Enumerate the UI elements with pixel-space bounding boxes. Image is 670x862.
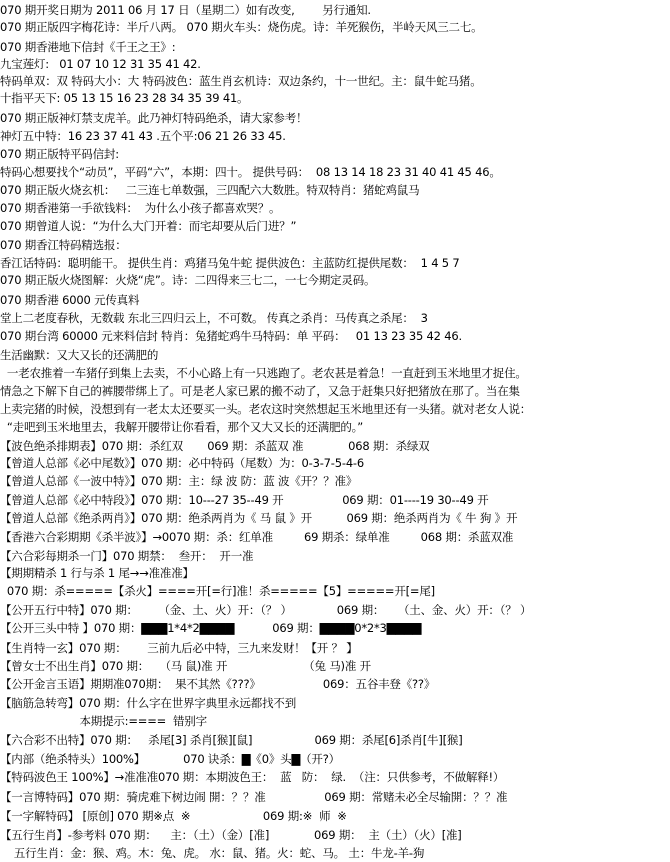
text-line: 生活幽默：又大又长的还满肥的	[0, 348, 159, 362]
text-line: 【特码波色王 100%】→准准准070 期：本期波色王： 蓝 防： 绿. （注：只供参考，不做解释!）	[0, 770, 505, 784]
text-line: 070 期正版神灯禁支虎羊。此乃神灯特码绝杀，请大家参考！	[0, 111, 308, 125]
text-line: 070 期开奖日期为 2011 06 月 17 日（星期二）如有改变, 另行通知.	[0, 3, 371, 17]
text-line: “走吧到玉米地里去，我解开腰带让你看看，那个又大又长的还满肥的。”	[0, 420, 363, 434]
text-line: 【曾道人总部《绝杀两肖》】070 期：绝杀两肖为《 马 鼠 》开 069 期：绝杀两肖为《 牛 狗 》开	[0, 511, 518, 525]
text-line: 五行生肖：金：猴、鸡。木：兔、虎。 水：鼠、猪。火：蛇、马。 土：牛龙-羊-狗	[0, 846, 425, 860]
text-line: 070 期台湾 60000 元来料信封 特肖：兔猪蛇鸡牛马特码：单 平码： 01 13 23 35 42 46.	[0, 329, 462, 343]
text-line: 九宝莲灯: 01 07 10 12 31 35 41 42.	[0, 57, 201, 71]
text-line: 特码心想要找个“动员”，平码“六”，本期：四十。 提供号码： 08 13 14 18 23 31 40 41 45 46。	[0, 165, 501, 179]
text-line: 【波色绝杀排期表】070 期：杀红双 069 期：杀蓝双 准 068 期：杀绿双	[0, 439, 430, 453]
text-line: 一老农推着一车猪仔到集上去卖，不小心路上有一只逃跑了。老农甚是着急！一直赶到玉米地里才捉住。	[0, 366, 527, 380]
text-line: 神灯五中特：16 23 37 41 43 .五个平:06 21 26 33 45.	[0, 129, 286, 143]
text-line: 【期期精杀 1 行与杀 1 尾→→准准准】	[0, 566, 194, 580]
text-line: 070 期香江特码精选报：	[0, 238, 127, 252]
text-line: 【曾道人总部《必中特段》】070 期：10---27 35--49 开 069 期：01----19 30--49 开	[0, 493, 489, 507]
text-line: 【一言博特码】070 期：骑虎难下树边闹 開：？？准 069 期：常赌未必全尽输開：？？准	[0, 790, 508, 804]
text-line: 【一字解特码】 [原创] 070 期※点 ※ 069 期:※ 师 ※	[0, 809, 347, 823]
text-line: 【内部（绝杀特头）100%】 070 诀杀：▇《0》头▇（开?）	[0, 752, 340, 766]
text-line: 070 期正版火烧图解：火烧“虎”。诗：二四得来三七二，一七今期定灵码。	[0, 273, 376, 287]
text-line: 【公开三头中特 】070 期：▇▇▇1*4*2▇▇▇▇ 069 期：▇▇▇▇0*2*3▇▇▇▇	[0, 621, 422, 635]
text-line: 香江话特码：聪明能干。 提供生肖：鸡猪马兔牛蛇 提供波色：主蓝防红提供尾数： 1 4 5 7	[0, 256, 460, 270]
text-line: 【公开五行中特】070 期： （金、土、火）开：（？ ） 069 期： （土、金、火）开：（？ ）	[0, 603, 532, 617]
text-line: 【香港六合彩期期《杀半波》】→0070 期：杀：红单准 69 期杀：绿单准 068 期：杀蓝双准	[0, 530, 514, 544]
text-line: 070 期正版特平码信封:	[0, 147, 119, 161]
text-line: 本期提示:==== 错别字	[0, 714, 207, 728]
text-line: 【生肖特一玄】070 期： 三前九后必中特，三九来发财！【开 ？ 】	[0, 641, 358, 655]
text-line: 【六合彩不出特】070 期： 杀尾[3] 杀肖[猴][鼠] 069 期：杀尾[6]杀肖[牛][猴]	[0, 733, 463, 747]
text-line: 情急之下解下自己的裤腰带绑上了。可是老人家已累的搬不动了，又急于赶集只好把猪放在那了。当在集	[0, 384, 520, 398]
text-line: 【曾道人总部《必中尾数》】070 期：必中特码（尾数）为：0-3-7-5-4-6	[0, 456, 365, 470]
text-line: 【五行生肖】-参考料 070 期： 主：（土）（金）[准] 069 期： 主（土）（火）[准]	[0, 828, 462, 842]
text-line: 【曾女士不出生肖】070 期： （马 鼠)准 开 （兔 马)准 开	[0, 659, 371, 673]
text-line: 特码单双：双 特码大小：大 特码波色：蓝生肖玄机诗：双边条约，十一世纪。主：鼠牛蛇马猪。	[0, 74, 482, 88]
text-line: 070 期正版四字梅花诗：半斤八两。 070 期火车头：烧伤虎。诗：羊死猴伤，半岭天风三二七。	[0, 20, 483, 34]
text-line: 十指平天下: 05 13 15 16 23 28 34 35 39 41。	[0, 91, 249, 105]
text-line: 070 期香港地下信封《千王之王》:	[0, 40, 176, 54]
text-line: 070 期香港 6000 元传真料	[0, 293, 140, 307]
text-line: 堂上二老度春秋，无数载 东北三四归云上，不可数。 传真之杀肖：马传真之杀尾： 3	[0, 311, 428, 325]
text-line: 070 期曾道人说：“为什么大门开着：而宅却要从后门进？”	[0, 219, 297, 233]
text-line: 070 期：杀=====【杀火】====开[=行]准！杀=====【5】=====开[=尾]	[0, 584, 435, 598]
text-line: 【公开金言玉语】期期准070期： 果不其然《???》 069：五谷丰登《??》	[0, 677, 436, 691]
text-line: 070 期正版火烧玄机： 二三连七单数强，三四配六大数胜。特双特肖：猪蛇鸡鼠马	[0, 183, 420, 197]
text-line: 【六合彩每期杀一门】070 期禁： 叁开： 开一准	[0, 549, 254, 563]
text-line: 【脑筋急转弯】070 期：什么字在世界字典里永远都找不到	[0, 696, 297, 710]
text-line: 070 期香港第一手欲钱料： 为什么小孩子都喜欢哭？。	[0, 201, 281, 215]
text-line: 上卖完猪的时候，没想到有一老太太还要买一头。老农这时突然想起玉米地里还有一头猪。就对老女人说：	[0, 402, 532, 416]
text-line: 【曾道人总部《一波中特》】070 期：主：绿 波 防：蓝 波《开？？准》	[0, 474, 358, 488]
